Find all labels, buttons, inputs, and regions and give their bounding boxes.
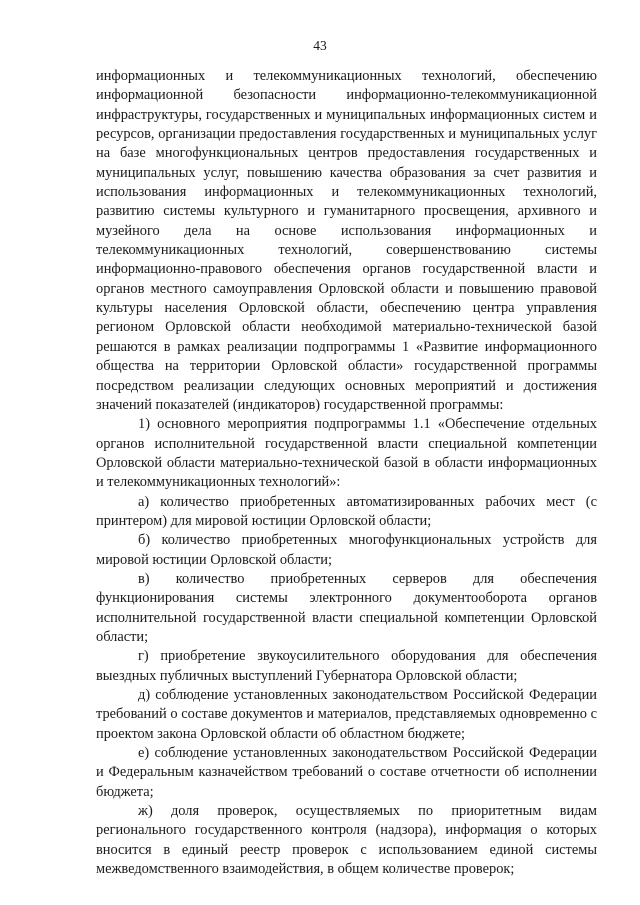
document-body <box>96 67 597 879</box>
paragraph-item-b: б) количество приобретенных многофункциональных устройств для мировой юстиции Орловской области; <box>96 532 597 568</box>
paragraph-main-event-1-1: 1) основного мероприятия подпрограммы 1.1 «Обеспечение отдельных органов исполнительной государственной власти специальной компетенции Орловской области материально-технической базой в области информационных и телекоммуникационных технологий»: <box>96 416 597 491</box>
paragraph-item-e: е) соблюдение установленных законодательством Российской Федерации и Федеральным казначейством требований о составе отчетности об исполнении бюджета; <box>96 745 597 800</box>
paragraph-item-d: д) соблюдение установленных законодательством Российской Федерации требований о составе документов и материалов, представляемых одновременно с проектом закона Орловской области об областном бюджете; <box>96 687 597 742</box>
paragraph-item-a: а) количество приобретенных автоматизированных рабочих мест (с принтером) для мировой юстиции Орловской области; <box>96 493 597 529</box>
paragraph-item-zh: ж) доля проверок, осуществляемых по приоритетным видам регионального государственного контроля (надзора), информация о которых вносится в единый реестр проверок с использованием единой системы межведомственного взаимодействия, в общем количестве проверок; <box>96 803 597 878</box>
page-number: 43 <box>313 38 327 53</box>
paragraph-intro-continuation: информационных и телекоммуникационных технологий, обеспечению информационной безопасности информационно-телекоммуникационной инфраструктуры, государственных и муниципальных информационных систем и ресурсов, организации предоставления государственных и муниципальных услуг на базе многофункциональных центров предоставления государственных и муниципальных услуг, повышению качества образования за счет развития и использования информационных и телекоммуникационных технологий, развитию системы культурного и гуманитарного просвещения, архивного и музейного дела на основе использования информационных и телекоммуникационных технологий, совершенствованию системы информационно-правового обеспечения органов государственной власти и органов местного самоуправления Орловской области и повышению правовой культуры населения Орловской области, обеспечению центра управления регионом Орловской области необходимой материально-технической базой решаются в рамках реализации подпрограммы 1 «Развитие информационного общества на территории Орловской области» государственной программы посредством реализации следующих основных мероприятий и достижения значений показателей (индикаторов) государственной программы: <box>96 68 597 413</box>
paragraph-item-g: г) приобретение звукоусилительного оборудования для обеспечения выездных публичных выступлений Губернатора Орловской области; <box>96 648 597 684</box>
paragraph-item-v: в) количество приобретенных серверов для обеспечения функционирования системы электронного документооборота органов исполнительной государственной власти специальной компетенции Орловской области; <box>96 570 597 645</box>
